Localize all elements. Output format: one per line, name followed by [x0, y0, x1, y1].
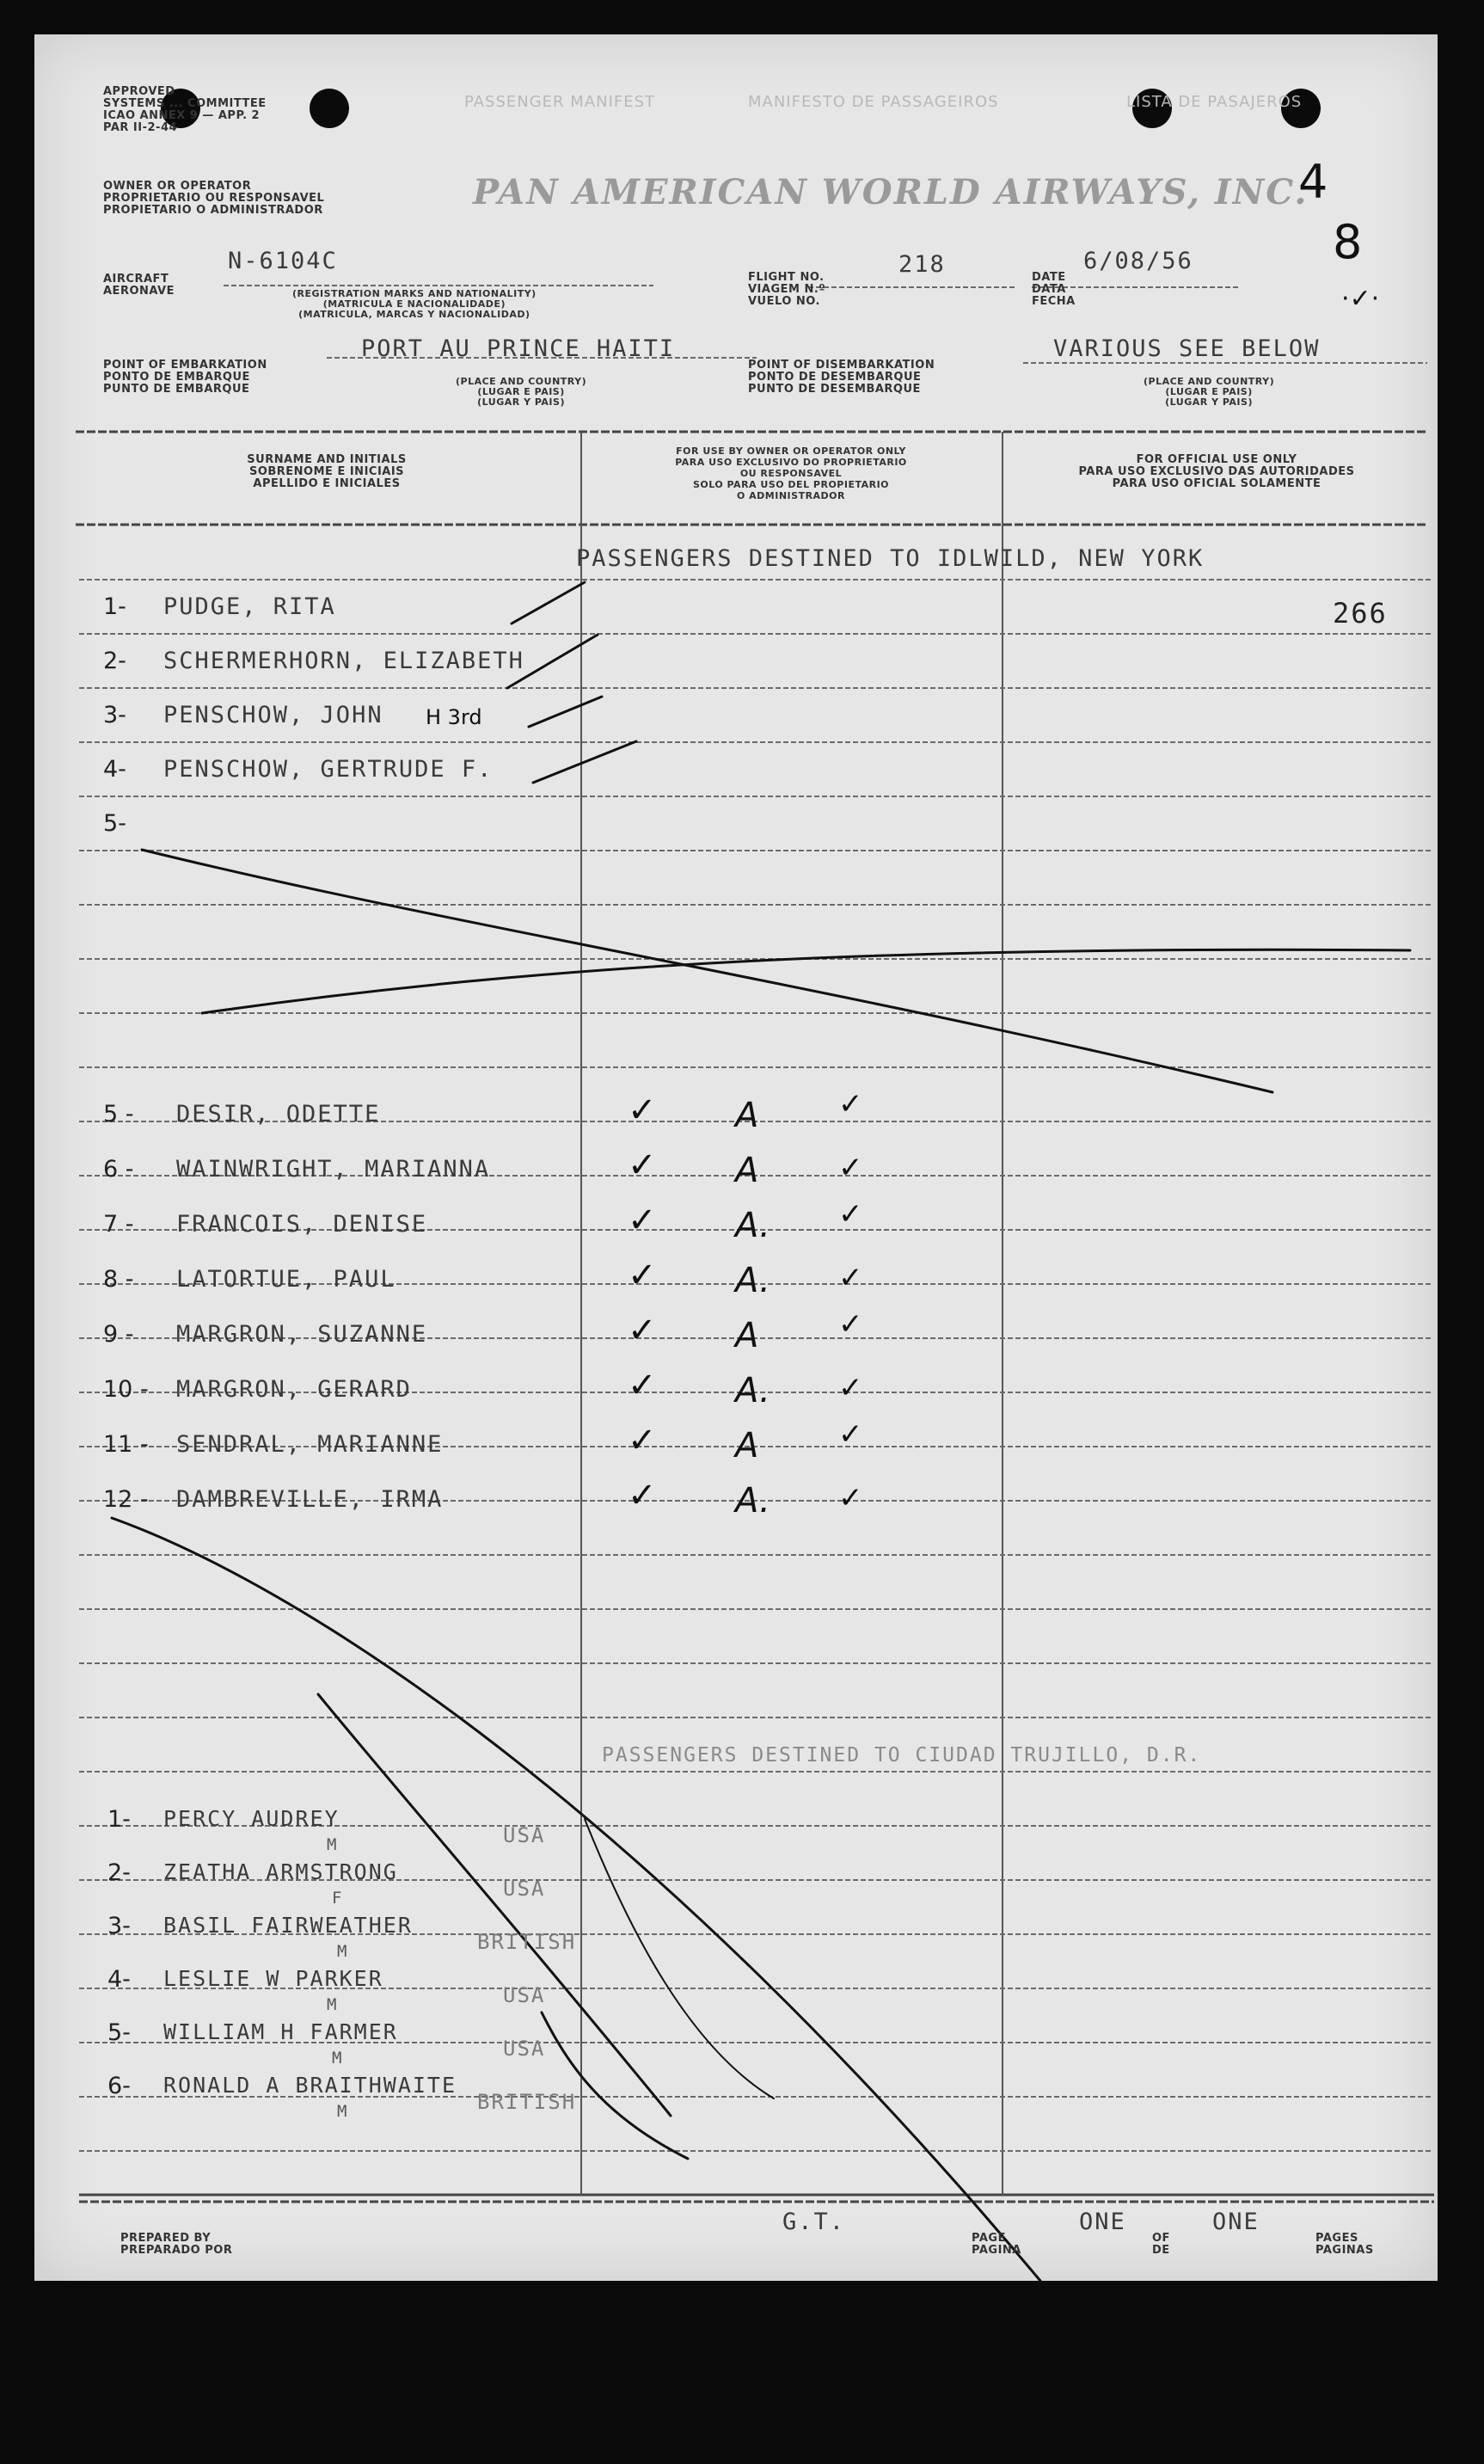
passenger-number: 9 -	[103, 1321, 134, 1348]
check-mark: ✓	[838, 1481, 863, 1515]
count-note: 266	[1333, 597, 1388, 630]
passenger-name: PENSCHOW, GERTRUDE F.	[163, 756, 494, 783]
passenger-name: PERCY AUDREY	[163, 1806, 340, 1831]
page-value: ONE	[1079, 2209, 1126, 2235]
embarkation-value: PORT AU PRINCE HAITI	[361, 335, 676, 362]
passenger-name: LATORTUE, PAUL	[176, 1266, 396, 1293]
check-mark: ✓	[628, 1311, 657, 1350]
check-mark: ✓	[838, 1261, 863, 1295]
flight-label: FLIGHT NO. VIAGEM N.º VUELO NO.	[748, 271, 826, 308]
check-mark: ✓	[628, 1366, 657, 1405]
check-mark: ✓	[628, 1421, 657, 1460]
passenger-number: 5-	[107, 2019, 131, 2046]
status-code: A.	[735, 1261, 770, 1300]
embarkation-place-note: (PLACE AND COUNTRY) (LUGAR E PAIS) (LUGAR Y PAIS)	[456, 376, 587, 408]
passenger-number: 5-	[103, 810, 126, 837]
owner-label: OWNER OR OPERATOR PROPRIETARIO OU RESPONSAVEL PROPIETARIO O ADMINISTRADOR	[103, 180, 325, 217]
gender-code: F	[332, 1889, 342, 1908]
flight-value: 218	[898, 251, 946, 278]
passenger-number: 10 -	[103, 1376, 149, 1403]
column-header-name: SURNAME AND INITIALS SOBRENOME E INICIAIS APELLIDO E INICIALES	[247, 453, 407, 490]
passenger-name: PUDGE, RITA	[163, 593, 336, 620]
aircraft-value: N-6104C	[228, 248, 338, 274]
operator-logo: PAN AMERICAN WORLD AIRWAYS, INC.	[473, 172, 1309, 212]
of-label: OF DE	[1152, 2232, 1170, 2257]
check-mark: ✓	[838, 1087, 863, 1121]
title-english: PASSENGER MANIFEST	[464, 93, 656, 111]
status-code: A	[735, 1096, 759, 1135]
page-mark-suffix: ·✓·	[1341, 284, 1380, 314]
passenger-name: SCHERMERHORN, ELIZABETH	[163, 648, 524, 674]
passenger-number: 6 -	[103, 1156, 134, 1183]
passenger-name: LESLIE W PARKER	[163, 1966, 383, 1991]
passenger-number: 1-	[103, 593, 126, 620]
title-portuguese: MANIFESTO DE PASSAGEIROS	[748, 93, 999, 111]
check-mark: ✓	[628, 1256, 657, 1295]
column-header-operator: FOR USE BY OWNER OR OPERATOR ONLY PARA USO EXCLUSIVO DO PROPRIETARIO OU RESPONSAVEL SOLO PARA USO DEL PROPIETARIO O ADMINISTRADOR	[675, 445, 907, 501]
prepared-by-value: G.T.	[782, 2209, 846, 2235]
page-mark-top: 4	[1298, 155, 1328, 209]
passenger-name: MARGRON, SUZANNE	[176, 1321, 428, 1348]
page-mark-bottom: 8	[1333, 215, 1363, 269]
check-mark: ✓	[838, 1417, 863, 1452]
manifest-document	[34, 34, 1438, 2281]
passenger-name: DAMBREVILLE, IRMA	[176, 1486, 444, 1513]
passenger-number: 4-	[107, 1966, 131, 1993]
status-code: A.	[735, 1206, 770, 1245]
passenger-number: 2-	[107, 1859, 131, 1886]
passenger-name: SENDRAL, MARIANNE	[176, 1431, 444, 1458]
passenger-number: 3-	[103, 702, 126, 728]
column-header-official: FOR OFFICIAL USE ONLY PARA USO EXCLUSIVO DAS AUTORIDADES PARA USO OFICIAL SOLAMENTE	[1078, 453, 1355, 490]
handwritten-suffix: H 3rd	[426, 705, 482, 729]
passenger-number: 3-	[107, 1913, 131, 1939]
passenger-name: FRANCOIS, DENISE	[176, 1211, 428, 1238]
passenger-number: 6-	[107, 2073, 131, 2099]
status-code: A.	[735, 1481, 770, 1521]
status-code: A	[735, 1426, 759, 1465]
pages-value: ONE	[1212, 2209, 1260, 2235]
check-mark: ✓	[838, 1371, 863, 1405]
nationality: USA	[503, 2037, 546, 2061]
check-mark: ✓	[628, 1146, 657, 1185]
check-mark: ✓	[838, 1307, 863, 1342]
nationality: BRITISH	[477, 1930, 577, 1954]
passenger-name: MARGRON, GERARD	[176, 1376, 412, 1403]
passenger-name: RONALD A BRAITHWAITE	[163, 2073, 457, 2098]
gender-code: M	[327, 1995, 337, 2014]
embarkation-label: POINT OF EMBARKATION PONTO DE EMBARQUE PUNTO DE EMBARQUE	[103, 359, 267, 396]
status-code: A.	[735, 1371, 770, 1410]
passenger-name: DESIR, ODETTE	[176, 1101, 381, 1128]
gender-code: M	[337, 1942, 347, 1961]
check-mark: ✓	[838, 1197, 863, 1232]
passenger-number: 11 -	[103, 1431, 149, 1458]
passenger-name: WAINWRIGHT, MARIANNA	[176, 1156, 491, 1183]
section-heading-ciudad-trujillo: PASSENGERS DESTINED TO CIUDAD TRUJILLO, D.R.	[602, 1744, 1202, 1767]
prepared-by-label: PREPARED BY PREPARADO POR	[120, 2232, 233, 2257]
aircraft-label: AIRCRAFT AERONAVE	[103, 273, 175, 298]
registration-note: (REGISTRATION MARKS AND NATIONALITY) (MATRICULA E NACIONALIDADE) (MATRICULA, MARCAS Y NACIONALIDAD)	[292, 288, 537, 320]
passenger-number: 12 -	[103, 1486, 149, 1513]
gender-code: M	[332, 2049, 342, 2068]
passenger-number: 1-	[107, 1806, 131, 1833]
status-code: A	[735, 1151, 759, 1190]
check-mark: ✓	[628, 1201, 657, 1240]
nationality: BRITISH	[477, 2090, 577, 2114]
passenger-name: ZEATHA ARMSTRONG	[163, 1859, 398, 1884]
nationality: USA	[503, 1983, 546, 2007]
date-value: 6/08/56	[1083, 248, 1193, 274]
nationality: USA	[503, 1877, 546, 1901]
page-label: PAGE PAGINA	[972, 2232, 1021, 2257]
check-mark: ✓	[628, 1091, 657, 1130]
passenger-name: WILLIAM H FARMER	[163, 2019, 398, 2044]
passenger-number: 7 -	[103, 1211, 134, 1238]
gender-code: M	[327, 1835, 337, 1854]
section-heading-new-york: PASSENGERS DESTINED TO IDLWILD, NEW YORK	[576, 545, 1205, 572]
disembarkation-place-note: (PLACE AND COUNTRY) (LUGAR E PAIS) (LUGAR Y PAIS)	[1144, 376, 1275, 408]
check-mark: ✓	[838, 1151, 863, 1185]
passenger-name: BASIL FAIRWEATHER	[163, 1913, 413, 1938]
pages-label: PAGES PAGINAS	[1315, 2232, 1374, 2257]
approval-block: APPROVED SYSTEMS ... COMMITTEE ICAO ANNEX 9 — APP. 2 PAR II-2-44	[103, 85, 267, 134]
passenger-number: 5 -	[103, 1101, 134, 1128]
check-mark: ✓	[628, 1476, 657, 1515]
title-spanish: LISTA DE PASAJEROS	[1126, 93, 1303, 111]
nationality: USA	[503, 1823, 546, 1847]
passenger-name: PENSCHOW, JOHN	[163, 702, 383, 728]
date-label: DATE DATA FECHA	[1032, 271, 1076, 308]
gender-code: M	[337, 2102, 347, 2121]
disembarkation-label: POINT OF DISEMBARKATION PONTO DE DESEMBARQUE PUNTO DE DESEMBARQUE	[748, 359, 935, 396]
passenger-number: 4-	[103, 756, 126, 783]
passenger-number: 2-	[103, 648, 126, 674]
disembarkation-value: VARIOUS SEE BELOW	[1053, 335, 1321, 362]
passenger-number: 8 -	[103, 1266, 134, 1293]
status-code: A	[735, 1316, 759, 1355]
